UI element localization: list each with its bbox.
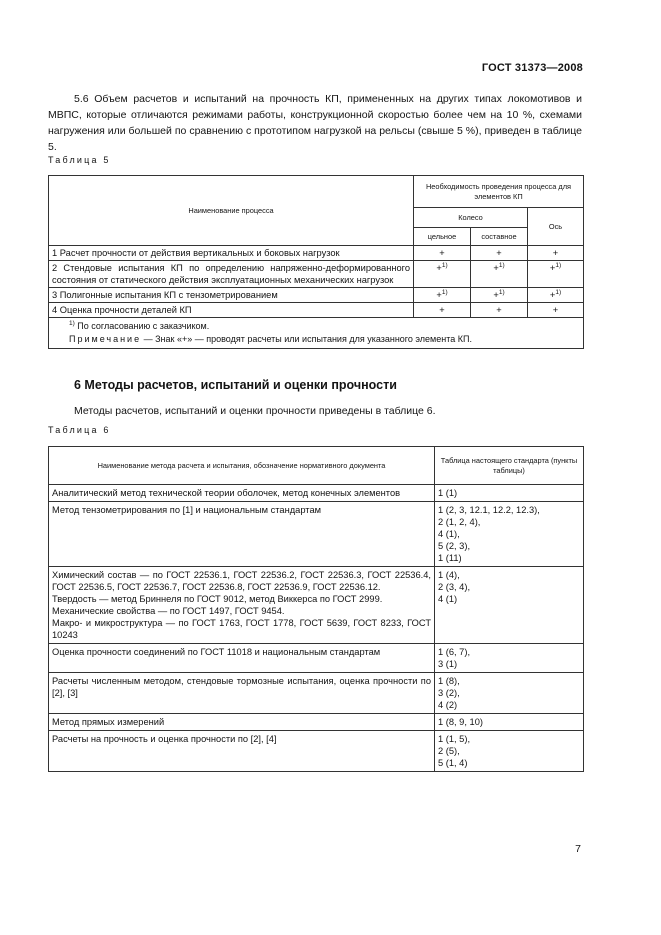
footnote-mark: 1) (441, 261, 448, 269)
table6-ref-cell (435, 485, 584, 502)
note-text: — Знак «+» — проводят расчеты или испытания для указанного элемента КП. (143, 334, 472, 344)
ref-line: 1 (1) (438, 488, 458, 498)
footnote-mark: 1) (69, 320, 75, 327)
table5-row4-name: 4 Оценка прочности деталей КП (49, 303, 414, 318)
table-row (49, 261, 584, 288)
ref-line: 1 (2, 3, 12.1, 12.2, 12.3), (438, 505, 540, 515)
table-row (49, 288, 584, 303)
plus-sign: + (436, 290, 442, 300)
table5-row1-solid: + (414, 246, 471, 261)
table6-head-method: Наименование метода расчета и испытания, обозначение нормативного документа (49, 447, 435, 485)
table5-row4-composite: + (471, 303, 528, 318)
table5-row3-name: 3 Полигонные испытания КП с тензометрированием (49, 288, 414, 303)
table-row (49, 485, 584, 502)
table5-row2-composite (471, 261, 528, 288)
footnote-mark: 1) (555, 261, 562, 269)
footnote-mark: 1) (555, 288, 562, 296)
plus-sign: + (549, 290, 556, 300)
ref-line: 2 (5), (438, 746, 460, 756)
footnote-mark: 1) (498, 288, 505, 296)
table-row (49, 731, 584, 772)
ref-line: 4 (1), (438, 529, 460, 539)
paragraph-5-6 (48, 91, 582, 155)
table6-head-ref: Таблица настоящего стандарта (пункты таблицы) (435, 447, 584, 485)
table5-row3-solid (414, 288, 471, 303)
footnote-mark: 1) (498, 261, 505, 269)
plus-sign: + (493, 263, 499, 273)
table-row (49, 567, 584, 644)
method-line: Расчеты численным методом, стендовые тормозные испытания, оценка прочности по [2], [3] (52, 676, 431, 698)
table5-notes (49, 318, 584, 349)
ref-line: 3 (1) (438, 659, 458, 669)
table5-head-axle: Ось (528, 208, 584, 246)
ref-line: 5 (1, 4) (438, 758, 468, 768)
footnote-mark: 1) (441, 288, 448, 296)
ref-line: 1 (11) (438, 553, 462, 563)
table5-head-necessity: Необходимость проведения процесса для элементов КП (414, 176, 584, 208)
page-number: 7 (575, 843, 581, 855)
ref-line: 2 (1, 2, 4), (438, 517, 481, 527)
footnote-text: По согласованию с заказчиком. (77, 321, 210, 331)
method-line: Аналитический метод технической теории оболочек, метод конечных элементов (52, 488, 401, 498)
table6-ref-cell (435, 644, 584, 673)
ref-line: 1 (8, 9, 10) (438, 717, 483, 727)
table6-ref-cell (435, 502, 584, 567)
table5-row1-axle: + (528, 246, 584, 261)
method-line: Расчеты на прочность и оценка прочности по [2], [4] (52, 734, 277, 744)
table6-ref-cell (435, 673, 584, 714)
table5-caption: Таблица 5 (48, 155, 111, 165)
method-line: Оценка прочности соединений по ГОСТ 11018 и национальным стандартам (52, 647, 381, 657)
table-row (49, 644, 584, 673)
table6-method-cell (49, 644, 435, 673)
table6-method-cell (49, 714, 435, 731)
method-line: Макро- и микроструктура — по ГОСТ 1763, ГОСТ 1778, ГОСТ 5639, ГОСТ 8233, ГОСТ 10243 (52, 618, 431, 640)
plus-sign: + (493, 290, 499, 300)
table5-row4-solid: + (414, 303, 471, 318)
ref-line: 4 (2) (438, 700, 458, 710)
table5-row3-axle (528, 288, 584, 303)
table5-head-wheel: Колесо (414, 208, 528, 228)
ref-line: 3 (2), (438, 688, 460, 698)
table5-head-process: Наименование процесса (49, 176, 414, 246)
table-5 (48, 175, 584, 349)
ref-line: 1 (6, 7), (438, 647, 471, 657)
table5-note (69, 333, 579, 346)
table6-method-cell (49, 673, 435, 714)
table5-row3-composite (471, 288, 528, 303)
table6-caption: Таблица 6 (48, 425, 111, 435)
method-line: Механические свойства — по ГОСТ 1497, ГОСТ 9454. (52, 606, 285, 616)
table5-row1-name: 1 Расчет прочности от действия вертикальных и боковых нагрузок (49, 246, 414, 261)
table5-head-composite: составное (471, 228, 528, 246)
table-row (49, 246, 584, 261)
ref-line: 1 (4), (438, 570, 460, 580)
table6-body (49, 485, 584, 772)
section-6-title: 6 Методы расчетов, испытаний и оценки прочности (74, 378, 397, 392)
note-label: Примечание (69, 334, 142, 344)
table6-ref-cell (435, 731, 584, 772)
table5-head-solid: цельное (414, 228, 471, 246)
table6-ref-cell (435, 567, 584, 644)
table5-row1-composite: + (471, 246, 528, 261)
table5-footnote (69, 320, 579, 333)
table-row (49, 673, 584, 714)
plus-sign: + (436, 263, 442, 273)
ref-line: 5 (2, 3), (438, 541, 471, 551)
table5-row2-axle (528, 261, 584, 288)
table-row (49, 714, 584, 731)
table-row (49, 303, 584, 318)
method-line: Твердость — метод Бриннеля по ГОСТ 9012, метод Виккерса по ГОСТ 2999. (52, 594, 383, 604)
table6-method-cell (49, 502, 435, 567)
paragraph-5-6-text: 5.6 Объем расчетов и испытаний на прочность КП, примененных на других типах локомотивов и МВПС, которые отличаются режимами работы, конструкционной скоростью более чем на 10 %, схемами нагружения или большей по сравнению с прототипом нагрузкой на рельсы (свыше 5 %), приведен в таблице 5. (48, 93, 582, 153)
table6-method-cell (49, 731, 435, 772)
method-line: Метод тензометрирования по [1] и национальным стандартам (52, 505, 322, 515)
table-row (49, 502, 584, 567)
ref-line: 1 (1, 5), (438, 734, 471, 744)
section-6-intro (48, 403, 582, 419)
table5-row2-solid (414, 261, 471, 288)
table6-ref-cell (435, 714, 584, 731)
method-line: Химический состав — по ГОСТ 22536.1, ГОСТ 22536.2, ГОСТ 22536.3, ГОСТ 22536.4, ГОСТ 22536.5, ГОСТ 22536.7, ГОСТ 22536.8, ГОСТ 22536.9, ГОСТ 22536.12. (52, 570, 431, 592)
ref-line: 2 (3, 4), (438, 582, 471, 592)
table5-row4-axle: + (528, 303, 584, 318)
table6-method-cell (49, 567, 435, 644)
section-6-intro-text: Методы расчетов, испытаний и оценки прочности приведены в таблице 6. (74, 405, 436, 417)
table5-row2-name: 2 Стендовые испытания КП по определению напряженно-деформированного состояния от статического действия эксплуатационных механических нагрузок (49, 261, 414, 288)
table-6 (48, 446, 584, 772)
standard-code: ГОСТ 31373—2008 (481, 62, 583, 74)
ref-line: 4 (1) (438, 594, 458, 604)
plus-sign: + (549, 263, 556, 273)
method-line: Метод прямых измерений (52, 717, 165, 727)
table6-method-cell (49, 485, 435, 502)
ref-line: 1 (8), (438, 676, 460, 686)
